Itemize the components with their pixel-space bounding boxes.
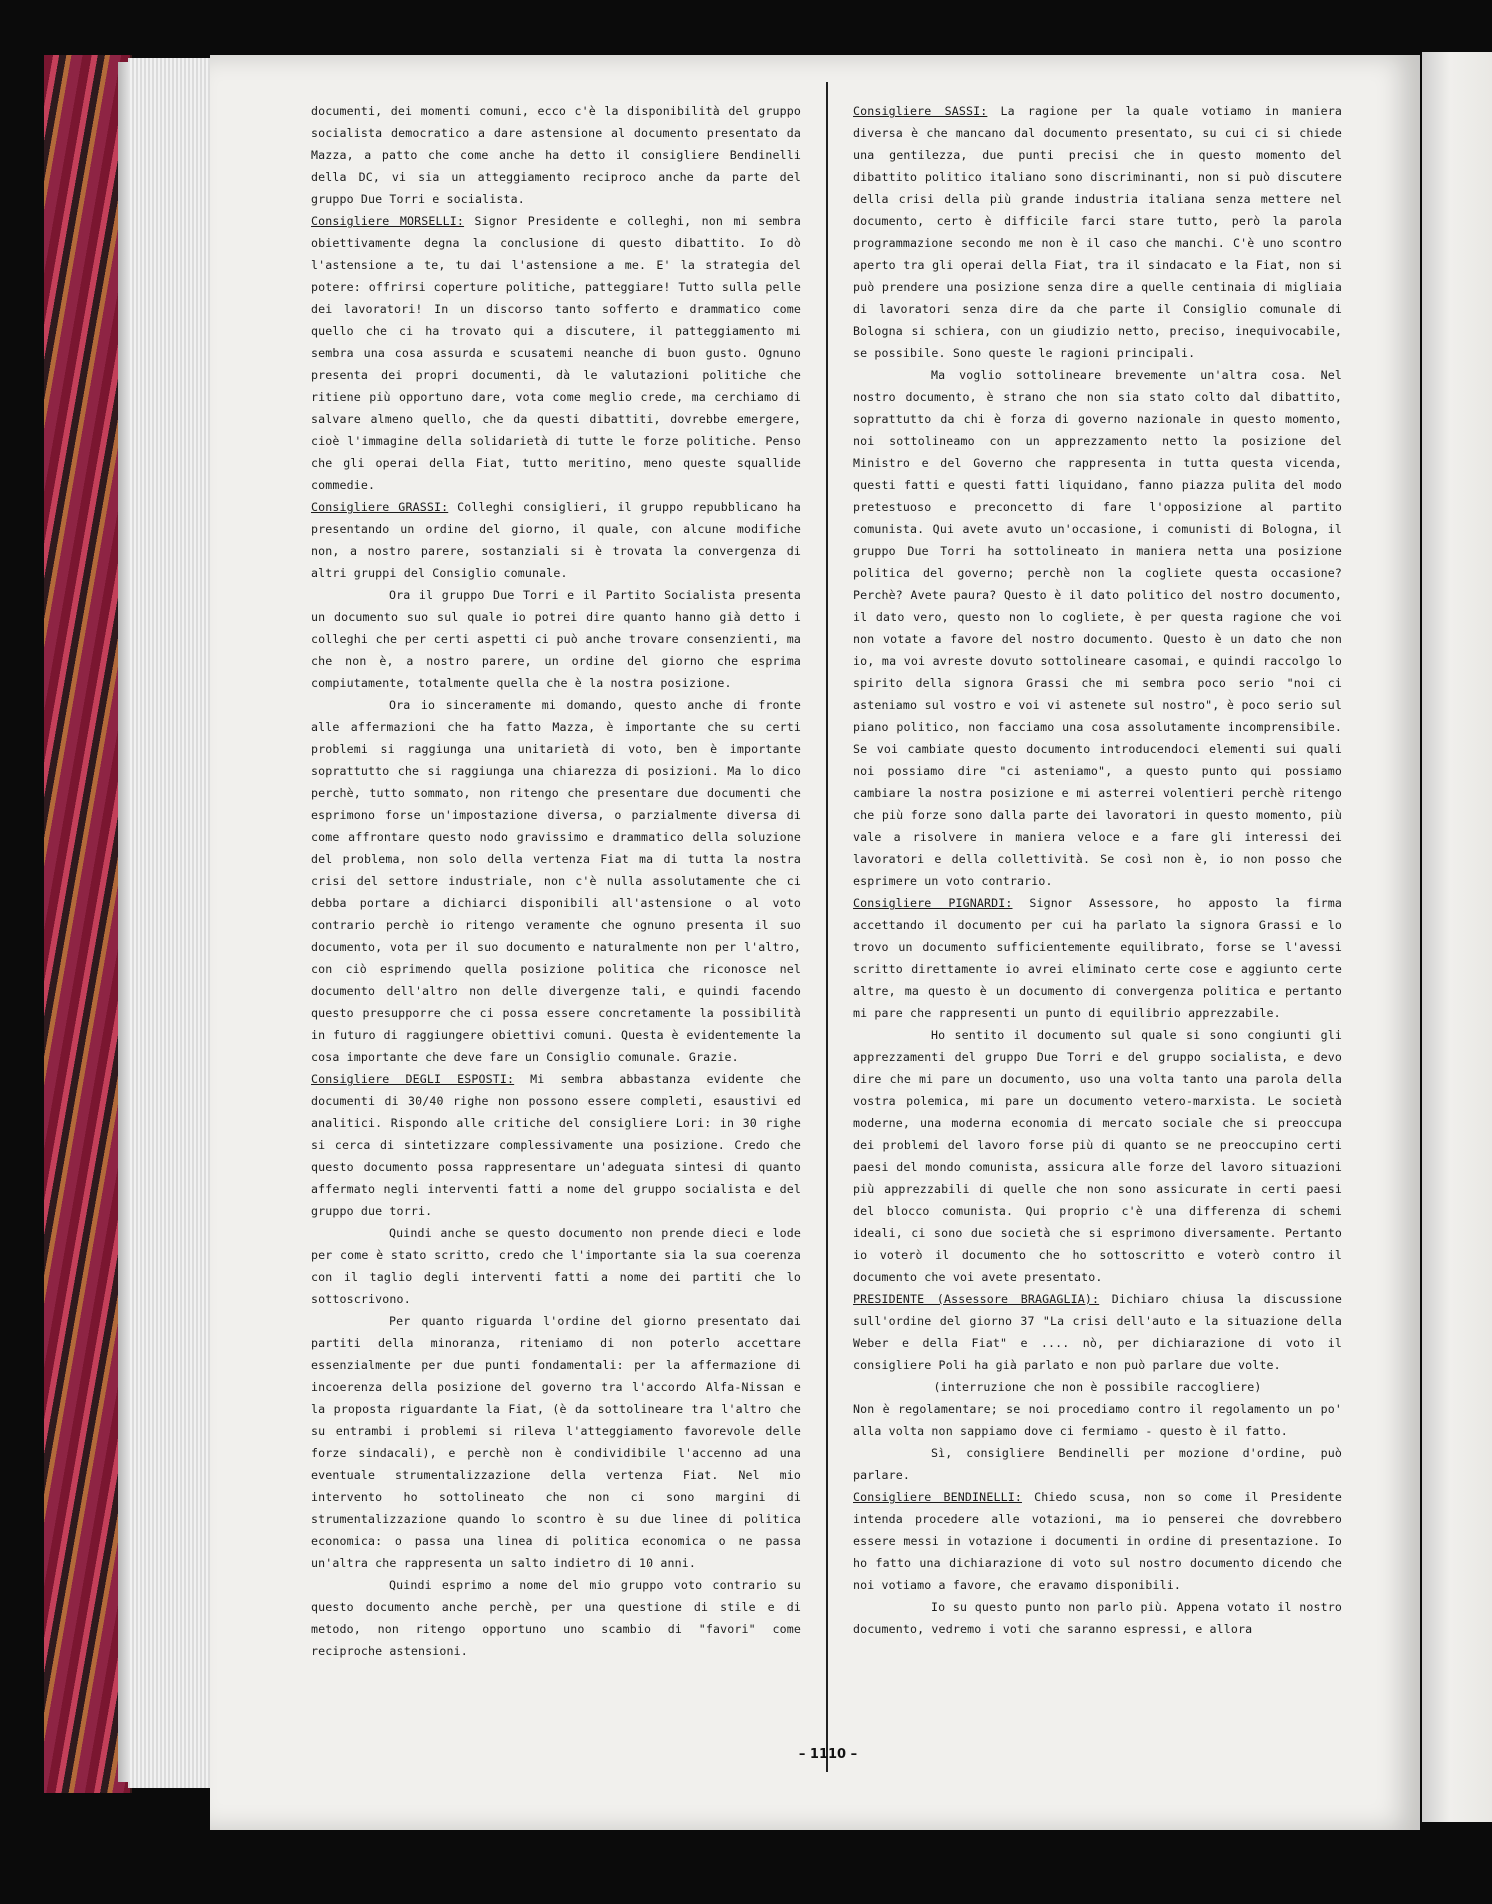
- paragraph: [311, 496, 801, 584]
- right-column: [853, 100, 1342, 1640]
- paragraph: [853, 1376, 1342, 1398]
- paragraph: [853, 892, 1342, 1024]
- page-stack-edge: [128, 58, 218, 1788]
- adjacent-page-edge: [1422, 52, 1492, 1822]
- paragraph: [311, 1574, 801, 1662]
- paragraph: [853, 364, 1342, 892]
- paragraph: [311, 1310, 801, 1574]
- paragraph-text: Sì, consigliere Bendinelli per mozione d'ordine, può parlare.: [853, 1446, 1342, 1482]
- left-column: [311, 100, 801, 1662]
- paragraph: [853, 1596, 1342, 1640]
- paragraph-text: Quindi esprimo a nome del mio gruppo voto contrario su questo documento anche perchè, per una questione di stile e di metodo, non ritengo opportuno uno scambio di "favori" come reciproche astensioni.: [311, 1578, 801, 1658]
- paragraph: [311, 210, 801, 496]
- speaker-name: Consigliere GRASSI:: [311, 500, 449, 514]
- paragraph-text: documenti, dei momenti comuni, ecco c'è la disponibilità del gruppo socialista democratico a dare astensione al documento presentato da Mazza, a patto che come anche ha detto il consigliere Bendinelli della DC, vi sia un atteggiamento reciproco anche da parte del gruppo Due Torri e socialista.: [311, 104, 801, 206]
- paragraph-text: Mi sembra abbastanza evidente che documenti di 30/40 righe non possono essere completi, esaustivi ed analitici. Rispondo alle critiche del consigliere Lori: in 30 righe si cerca di sintetizzare complessivamente una posizione. Credo che questo documento possa rappresentare un'adeguata sintesi di quanto affermato negli interventi fatti a nome del gruppo socialista e del gruppo due torri.: [311, 1072, 801, 1218]
- page-number: – 1110 –: [798, 1747, 858, 1762]
- paragraph-text: Dichiaro chiusa la discussione sull'ordine del giorno 37 "La crisi dell'auto e la situazione della Weber e della Fiat" e .... nò, per dichiarazione di voto il consigliere Poli ha già parlato e non può parlare due volte.: [853, 1292, 1342, 1372]
- paragraph-text: (interruzione che non è possibile raccogliere): [933, 1380, 1262, 1394]
- paragraph: [311, 100, 801, 210]
- paragraph: [311, 1068, 801, 1222]
- paragraph: [853, 1288, 1342, 1376]
- paragraph: [853, 1024, 1342, 1288]
- paragraph: [853, 1486, 1342, 1596]
- speaker-name: Consigliere SASSI:: [853, 104, 988, 118]
- paragraph-text: Colleghi consiglieri, il gruppo repubblicano ha presentando un ordine del giorno, il quale, con alcune modifiche non, a nostro parere, sostanziali si è trovata la convergenza di altri gruppi del Consiglio comunale.: [311, 500, 801, 580]
- binding-edge: [118, 62, 130, 1782]
- paragraph: [853, 100, 1342, 364]
- speaker-name: Consigliere MORSELLI:: [311, 214, 465, 228]
- speaker-name: PRESIDENTE (Assessore BRAGAGLIA):: [853, 1292, 1100, 1306]
- paragraph-text: Ho sentito il documento sul quale si sono congiunti gli apprezzamenti del gruppo Due Torri e del gruppo socialista, e devo dire che mi pare un documento, uso una volta tanto una parola della vostra polemica, mi pare un documento vetero-marxista. Le società moderne, una moderna economia di mercato sociale che si preoccupa dei problemi del lavoro forse più di quanto se ne preoccupino certi paesi del mondo comunista, assicura alle forze del lavoro situazioni più apprezzabili di quelle che non sono assicurate in certi paesi del blocco comunista. Qui proprio c'è una differenza di schemi ideali, ci sono due società che si esprimono diversamente. Pertanto io voterò il documento che ho sottoscritto e voterò contro il documento che voi avete presentato.: [853, 1028, 1342, 1284]
- paragraph-text: Ora io sinceramente mi domando, questo anche di fronte alle affermazioni che ha fatto Mazza, è importante che su certi problemi si raggiunga una unitarietà di voto, ben è importante soprattutto che si raggiunga una chiarezza di posizioni. Ma lo dico perchè, tutto sommato, non ritengo che presentare due documenti che esprimono forse un'impostazione diversa, o parzialmente diversa di come affrontare questo nodo gravissimo e drammatico della soluzione del problema, non solo della vertenza Fiat ma di tutta la nostra crisi del settore industriale, non c'è nulla assolutamente che ci debba portare a dichiarci disponibili all'astensione o al voto contrario perchè io ritengo veramente che ognuno presenta il suo documento, vota per il suo documento e naturalmente non per l'altro, con ciò esprimendo quella posizione politica che riconosce nel documento dell'altro non delle divergenze tali, e quindi facendo questo presupporre che ci possa essere concretamente la possibilità in futuro di raggiungere obiettivi comuni. Questa è evidentemente la cosa importante che deve fare un Consiglio comunale. Grazie.: [311, 698, 801, 1064]
- paragraph: [853, 1398, 1342, 1442]
- paragraph: [311, 584, 801, 694]
- paragraph: [311, 694, 801, 1068]
- paragraph-text: Non è regolamentare; se noi procediamo contro il regolamento un po' alla volta non sappiamo dove ci fermiamo - questo è il fatto.: [853, 1402, 1342, 1438]
- speaker-name: Consigliere PIGNARDI:: [853, 896, 1013, 910]
- paragraph-text: Signor Assessore, ho apposto la firma accettando il documento per cui ha parlato la signora Grassi e lo trovo un documento sufficientemente equilibrato, forse se l'avessi scritto direttamente io avrei eliminato certe cose e aggiunto certe altre, ma questo è un documento di convergenza politica e pertanto mi pare che rappresenti un punto di equilibrio apprezzabile.: [853, 896, 1342, 1020]
- speaker-name: Consigliere BENDINELLI:: [853, 1490, 1022, 1504]
- paragraph-text: Ora il gruppo Due Torri e il Partito Socialista presenta un documento suo sul quale io potrei dire quanto hanno già detto i colleghi che per certi aspetti ci può anche trovare consenzienti, ma che non è, a nostro parere, un ordine del giorno che esprima compiutamente, totalmente quella che è la nostra posizione.: [311, 588, 801, 690]
- paragraph: [853, 1442, 1342, 1486]
- paragraph-text: Quindi anche se questo documento non prende dieci e lode per come è stato scritto, credo che l'importante sia la sua coerenza con il taglio degli interventi fatti a nome dei partiti che lo sottoscrivono.: [311, 1226, 801, 1306]
- paragraph-text: Signor Presidente e colleghi, non mi sembra obiettivamente degna la conclusione di questo dibattito. Io dò l'astensione a te, tu dai l'astensione a me. E' la strategia del potere: offrirsi coperture politiche, patteggiare! Tutto sulla pelle dei lavoratori! In un discorso tanto sofferto e drammatico come quello che ci ha trovato qui a discutere, il patteggiamento mi sembra una cosa assurda e scusatemi neanche di buon gusto. Ognuno presenta dei propri documenti, dà le valutazioni politiche che ritiene più opportuno dare, vota come meglio crede, ma cerchiamo di salvare almeno quello, che da questi dibattiti, dovrebbe emergere, cioè l'immagine della solidarietà di tutte le forze politiche. Penso che gli operai della Fiat, tutto meritino, meno queste squallide commedie.: [311, 214, 801, 492]
- paragraph-text: Ma voglio sottolineare brevemente un'altra cosa. Nel nostro documento, è strano che non sia stato colto dal dibattito, soprattutto da chi è forza di governo nazionale in questo momento, noi sottolineamo con un apprezzamento netto la posizione del Ministro e del Governo che rappresenta in tutta questa vicenda, questi fatti e questi fatti liquidano, fanno piazza pulita del modo pretestuoso e preconcetto di fare l'opposizione al partito comunista. Qui avete avuto un'occasione, i comunisti di Bologna, il gruppo Due Torri ha sottolineato in maniera netta una posizione politica del governo; perchè non la cogliete questa occasione? Perchè? Avete paura? Questo è il dato politico del nostro documento, il dato vero, questo non lo cogliete, è per questa ragione che voi non votate a favore del nostro documento. Questo è un dato che non io, ma voi avreste dovuto sottolineare casomai, e quindi raccolgo lo spirito della signora Grassi che mi sembra poco serio "noi ci asteniamo sul vostro e voi vi astenete sul nostro", è poco serio sul piano politico, non facciamo una cosa assolutamente incomprensibile. Se voi cambiate questo documento introducendoci elementi sui quali noi possiamo dire "ci asteniamo", a questo punto qui possiamo cambiare la nostra posizione e mi asterrei volentieri perchè ritengo che più forze sono dalla parte dei lavoratori in questo momento, più vale a risolvere in maniera veloce e a fare gli interessi dei lavoratori e della collettività. Se così non è, io non posso che esprimere un voto contrario.: [853, 368, 1342, 888]
- paragraph: [311, 1222, 801, 1310]
- paragraph-text: La ragione per la quale votiamo in maniera diversa è che mancano dal documento presentato, su cui ci si chiede una gentilezza, due punti precisi che in questo momento del dibattito politico italiano sono discriminanti, non si può discutere della crisi della più grande industria italiana senza mettere nel documento, certo è difficile farci stare tutto, però la parola programmazione secondo me non è il caso che manchi. C'è uno scontro aperto tra gli operai della Fiat, tra il sindacato e la Fiat, non si può prendere una posizione senza dire a quelle centinaia di migliaia di lavoratori senza dire da che parte il Consiglio comunale di Bologna si schiera, con un giudizio netto, preciso, inequivocabile, se possibile. Sono queste le ragioni principali.: [853, 104, 1343, 360]
- speaker-name: Consigliere DEGLI ESPOSTI:: [311, 1072, 515, 1086]
- paragraph-text: Io su questo punto non parlo più. Appena votato il nostro documento, vedremo i voti che saranno espressi, e allora: [853, 1600, 1342, 1636]
- paragraph-text: Chiedo scusa, non so come il Presidente intenda procedere alle votazioni, ma io penserei che dovrebbero essere messi in votazione i documenti in ordine di presentazione. Io ho fatto una dichiarazione di voto sul nostro documento dicendo che noi votiamo a favore, che eravamo disponibili.: [853, 1490, 1342, 1592]
- paragraph-text: Per quanto riguarda l'ordine del giorno presentato dai partiti della minoranza, riteniamo di non poterlo accettare essenzialmente per due punti fondamentali: per la affermazione di incoerenza della posizione del governo tra l'accordo Alfa-Nissan e la proposta riguardante la Fiat, (è da sottolineare tra l'altro che su entrambi i problemi si rileva l'atteggiamento favorevole delle forze sindacali), e perchè non è condividibile l'accenno ad una eventuale strumentalizzazione della vertenza Fiat. Nel mio intervento ho sottolineato che non ci sono margini di strumentalizzazione quando lo scontro è su due linee di politica economica: o passa una linea di politica economica o ne passa un'altra che rappresenta un salto indietro di 10 anni.: [311, 1314, 801, 1570]
- column-divider: [826, 82, 828, 1772]
